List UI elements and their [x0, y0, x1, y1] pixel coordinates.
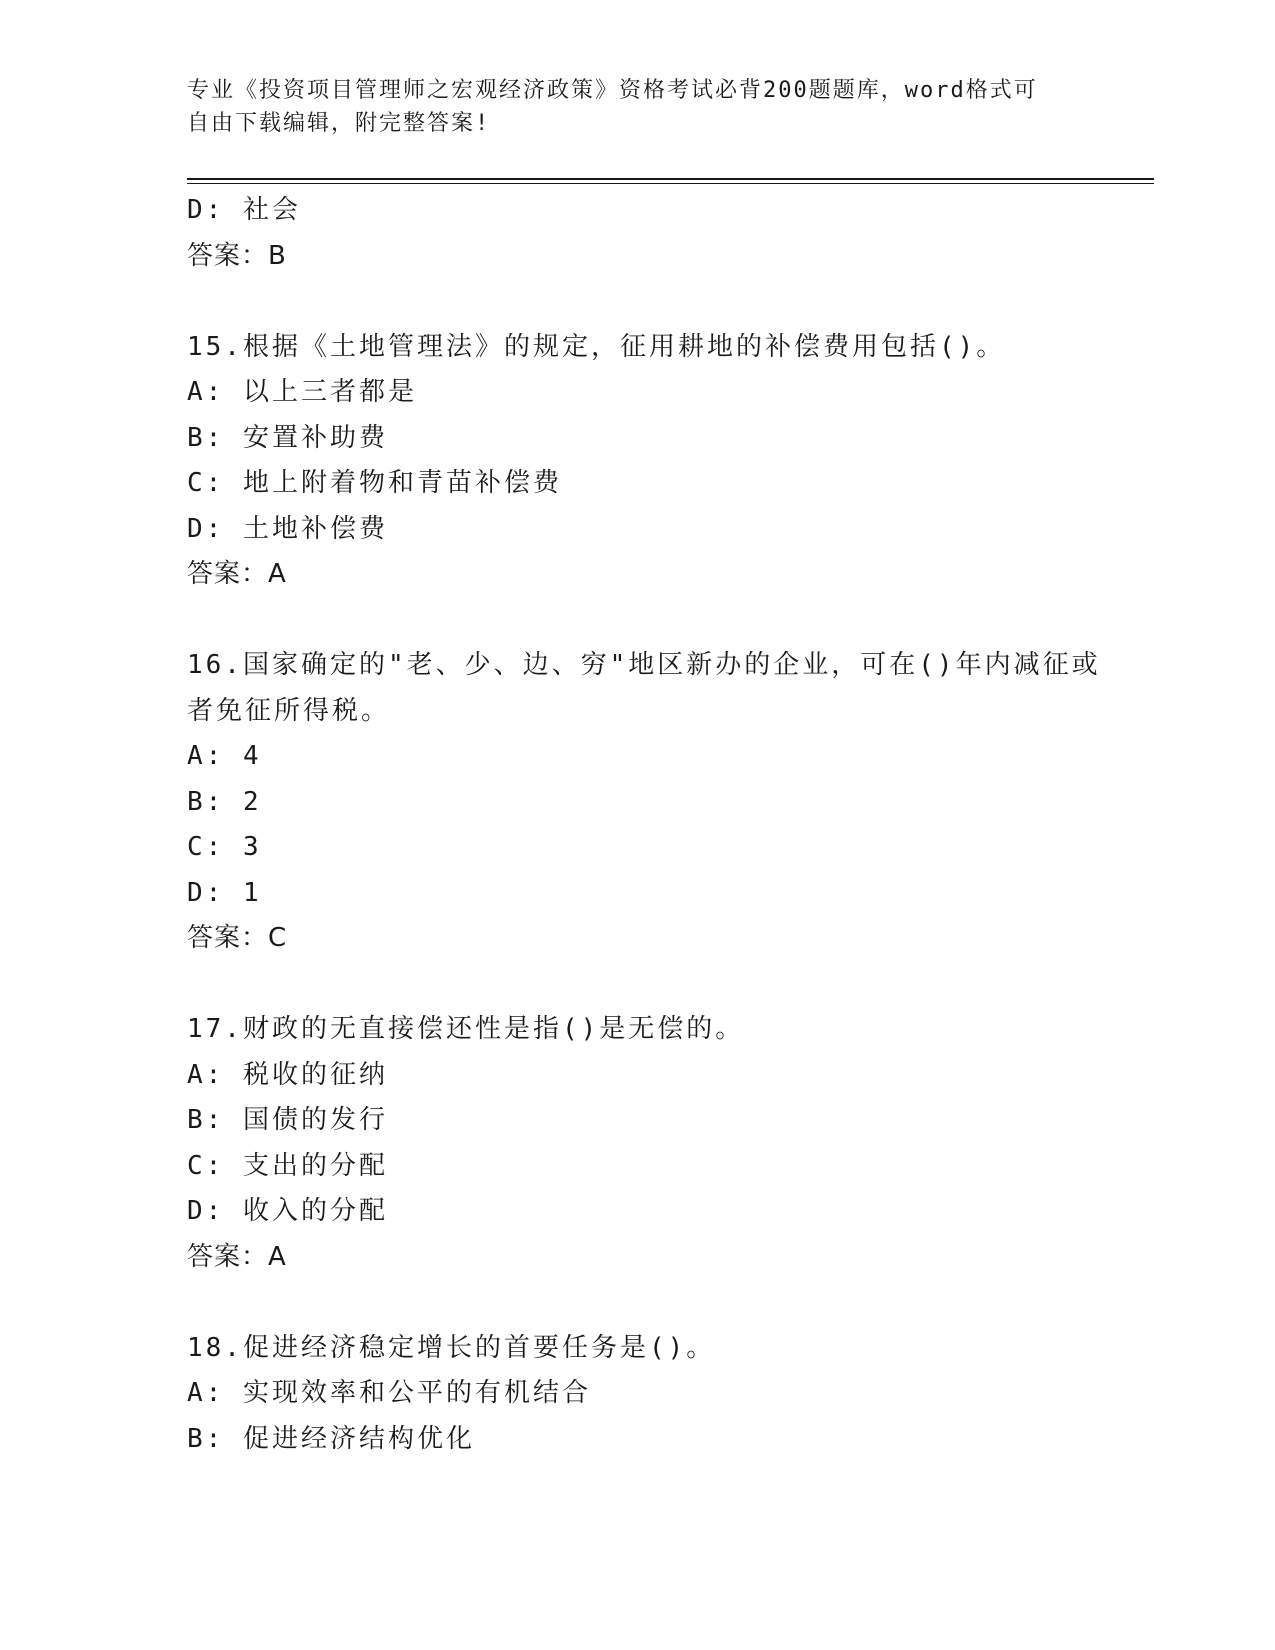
- spacer: [187, 962, 1087, 1008]
- question-18: [187, 1326, 1087, 1463]
- option-c: C: 3: [187, 832, 262, 862]
- option-c: C: 地上附着物和青苗补偿费: [187, 468, 562, 498]
- option-a: A: 实现效率和公平的有机结合: [187, 1378, 591, 1408]
- question-stem: 18.促进经济稳定增长的首要任务是()。: [187, 1332, 716, 1363]
- header-title-line-1: 专业《投资项目管理师之宏观经济政策》资格考试必背200题题库，word格式可: [187, 78, 1038, 103]
- option-a: A: 税收的征纳: [187, 1059, 388, 1090]
- option-b: B: 促进经济结构优化: [187, 1423, 475, 1454]
- option-b: B: 安置补助费: [187, 422, 388, 453]
- question-15: [187, 325, 1087, 598]
- question-stem-line-2: 者免征所得税。: [187, 695, 391, 726]
- spacer: [187, 598, 1087, 644]
- spacer: [187, 279, 1087, 325]
- header-title-line-2: 自由下载编辑，附完整答案!: [187, 111, 491, 136]
- option-d: D: 社会: [187, 195, 301, 225]
- header-divider-thin: [187, 183, 1154, 184]
- option-c: C: 支出的分配: [187, 1150, 388, 1181]
- option-d: D: 收入的分配: [187, 1196, 388, 1226]
- answer-line: 答案：A: [187, 559, 287, 589]
- option-a: A: 4: [187, 741, 262, 771]
- answer-line: 答案：C: [187, 923, 288, 953]
- header-divider-thick: [187, 178, 1154, 180]
- option-d: D: 1: [187, 877, 262, 908]
- question-stem: 17.财政的无直接偿还性是指()是无偿的。: [187, 1014, 745, 1044]
- question-stem-line-1: 16.国家确定的"老、少、边、穷"地区新办的企业，可在()年内减征或: [187, 650, 1101, 680]
- question-list: [187, 188, 1101, 1462]
- document-header: [187, 74, 1067, 140]
- spacer: [187, 1280, 1087, 1326]
- question-16: [187, 643, 1101, 962]
- option-d: D: 土地补偿费: [187, 513, 388, 544]
- option-b: B: 2: [187, 786, 262, 817]
- question-17: [187, 1007, 1087, 1280]
- question-stem: 15.根据《土地管理法》的规定，征用耕地的补偿费用包括()。: [187, 331, 1006, 362]
- answer-line: 答案：B: [187, 240, 287, 271]
- option-a: A: 以上三者都是: [187, 377, 417, 407]
- answer-line: 答案：A: [187, 1241, 287, 1272]
- question-prev-tail: [187, 188, 1087, 279]
- option-b: B: 国债的发行: [187, 1105, 388, 1135]
